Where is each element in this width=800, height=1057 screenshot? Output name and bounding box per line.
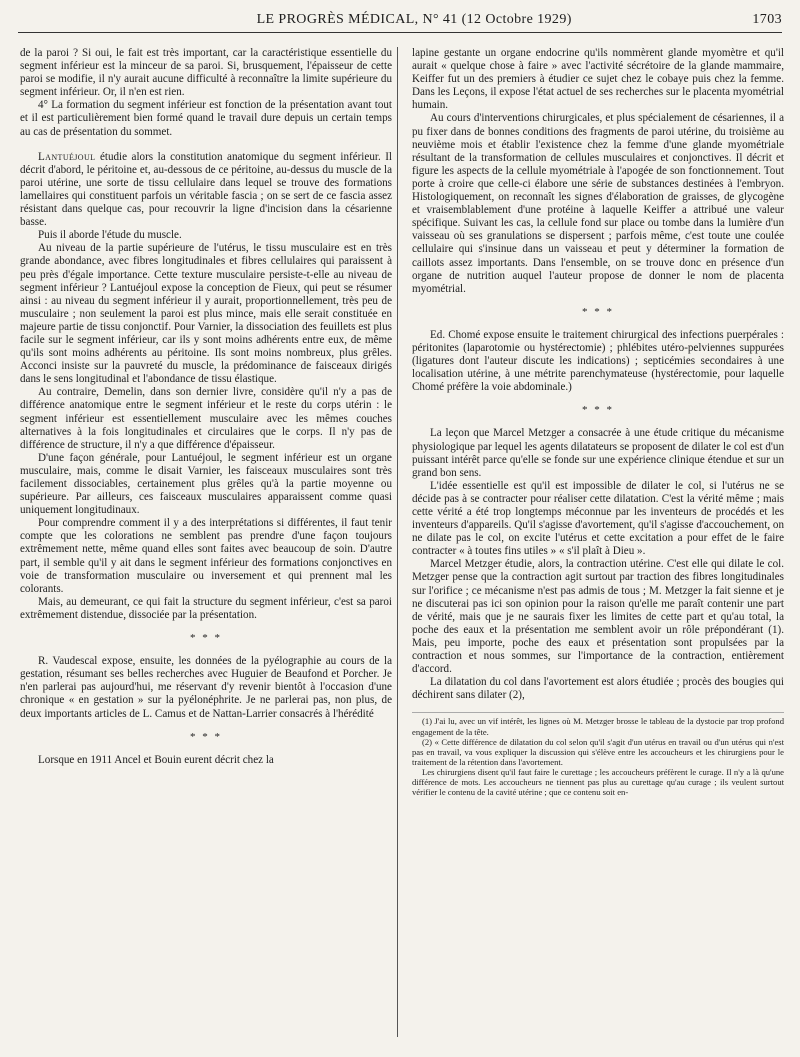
paragraph: 4° La formation du segment inférieur est fonction de la présentation avant tout et il est particulièrement bien formé quand le travail dure depuis un certain temps au cas de présentation du sommet. xyxy=(20,99,392,138)
paragraph: Au contraire, Demelin, dans son dernier livre, considère qu'il n'y a pas de différence anatomique entre le segment inférieur et le reste du corps utérin : le segment inférieur est essentiellement musculaire avec les mêmes couches alternatives à la fois longitudinales et circulaires que le corps. Il n'y pas de différence de structure, il n'y a que différence d'épaisseur. xyxy=(20,386,392,451)
paragraph: R. Vaudescal expose, ensuite, les données de la pyélographie au cours de la gestation, résumant ses belles recherches avec Huguier de Beaufond et Porcher. Je n'en parlerai pas aujourd'hui, me réservant d'y revenir bientôt à l'occasion d'une chronique « en gestation » sur la pyélonéphrite. Je ne parlerai pas, non plus, de deux importants articles de L. Camus et de Nattan-Larrier consacrés à l'hérédité xyxy=(20,655,392,720)
page-number: 1703 xyxy=(752,12,782,27)
left-column xyxy=(20,47,392,767)
paragraph: Au cours d'interventions chirurgicales, et plus spécialement de césariennes, il a pu fixer dans de bonnes conditions des fragments de paroi utérine, du troisième au neuvième mois et établir l'existence chez la femme d'une glande myométriale résultant de la transformation de cellules musculaires et conjonctives. Il décrit et figure les aspects de la cellule myométriale à l'apogée de son fonctionnement. Tout porte à croire que celle-ci élabore une série de substances destinées à l'embryon. Histologiquement, on reconnaît les signes d'élaboration de graisses, de glycogène et vraisemblablement d'une protéine à laquelle Keiffer a attribué une valeur spécifique. Suivant les cas, la cellule fond sur place ou tombe dans la lumière d'un vaisseau où ses granulations se dispersent ; parfois même, c'est toute une coulée cellulaire qui s'insinue dans un vaisseau et peut y déterminer la formation de caillots assez importants. Dans l'ensemble, on se trouve donc en présence d'un organe de nutrition auquel l'auteur propose de donner le nom de placenta myométrial. xyxy=(412,112,784,295)
paragraph: Ed. Chomé expose ensuite le traitement chirurgical des infections puerpérales : péritonites (laparotomie ou hystérectomie) ; phlébites utéro-pelviennes suppurées (ligatures dont l'auteur discute les indications) ; septicémies secondaires à une localisation utérine, à une métrite parenchymateuse (hystérectomie, pour laquelle Chomé préfère la voie abdominale.) xyxy=(412,328,784,394)
footnotes xyxy=(412,712,784,797)
running-header xyxy=(18,8,782,33)
footnote: (2) « Cette différence de dilatation du col selon qu'il s'agit d'un utérus en travail ou d'un utérus qui n'est pas en travail, va vous expliquer la discussion qui s'élève entre les accoucheurs et les chirurgiens pour le traitement de la rétention dans l'avortement. xyxy=(412,736,784,767)
paragraph: Puis il aborde l'étude du muscle. xyxy=(38,229,182,242)
author-name: Lantuéjoul xyxy=(38,150,96,163)
footnote: (1) J'ai lu, avec un vif intérêt, les lignes où M. Metzger brosse le tableau de la dystocie par trop profond engagement de la tête. xyxy=(412,716,784,737)
paragraph: Pour comprendre comment il y a des interprétations si différentes, il faut tenir compte que les colorations ne semblent pas prendre d'une façon toujours extrêmement nette, même quand elles sont faites avec beaucoup de soin. D'autre part, il semble qu'il y ait dans le segment inférieur des formations conjonctives en voie de transformation musculaire ou inversement et qui prennent mal les colorants. xyxy=(20,517,392,595)
footnote: Les chirurgiens disent qu'il faut faire le curettage ; les accoucheurs préfèrent le curage. Il n'y a là qu'une différence de mots. Les accoucheurs ne tiennent pas plus au curettage qu'au curage ; ils veulent surtout vérifier le contenu de la cavité utérine ; que ce contenu soit en- xyxy=(412,766,784,798)
paragraph: Lorsque en 1911 Ancel et Bouin eurent décrit chez la xyxy=(38,753,274,766)
paragraph: lapine gestante un organe endocrine qu'ils nommèrent glande myomètre et qu'il aurait « quelque chose à faire » avec l'activité sécrétoire de la glande mammaire, Keiffer fut un des premiers à étudier ce sujet chez le cobaye puis chez la femme. Dans les Leçons, il expose l'état actuel de ses recherches sur le placenta myométrial humain. xyxy=(412,47,784,112)
paragraph: La leçon que Marcel Metzger a consacrée à une étude critique du mécanisme physiologique par lequel les agents dilatateurs se proposent de dilater le col est d'un puissant intérêt parce qu'elle se fonde sur une expérience clinique étendue et sur un grand bon sens. xyxy=(412,427,784,479)
journal-title: LE PROGRÈS MÉDICAL, N° 41 (12 Octobre 1929) xyxy=(256,12,572,27)
paragraph: D'une façon générale, pour Lantuéjoul, le segment inférieur est un organe musculaire, mais, comme le disait Varnier, les faisceaux musculaires sont très facilement dissociables, certainement plus grêles qu'à la partie moyenne ou supérieure. Par ailleurs, ces faisceaux musculaires apparaissent comme quasi uniquement longitudinaux. xyxy=(20,451,392,517)
column-divider xyxy=(397,47,398,1037)
right-column xyxy=(412,47,784,797)
section-separator: * * * xyxy=(582,404,614,417)
paragraph: Au niveau de la partie supérieure de l'utérus, le tissu musculaire est en très grande abondance, avec fibres longitudinales et fibres cellulaires qui paraissent à peu près d'égale importance. Cette texture musculaire persiste-t-elle au niveau de segment inférieur ? Lantuéjoul expose la conception de Fieux, qui peut se résumer ainsi : au niveau du segment inférieur il y aurait, proportionnellement, très peu de musculaire ; non seulement la paroi est plus mince, mais elle serait constituée en majeure partie de tissu conjonctif. Pour Varnier, la dissociation des feuillets est plus facile sur le segment inférieur, car ils y sont moins adhérents entre eux, de même qu'ils sont moins adhérents au péritoine. Ils sont moins nombreux, plus grêles. Acconci insiste sur la pauvreté du muscle, la prédominance de faisceaux dirigés dans le sens longitudinal et l'abondance de tissu élastique. xyxy=(20,242,392,386)
section-separator: * * * xyxy=(190,730,222,743)
paragraph: La dilatation du col dans l'avortement est alors étudiée ; procès des bougies qui déchirent sans dilater (2), xyxy=(412,676,784,702)
section-separator: * * * xyxy=(190,632,222,645)
section-separator: * * * xyxy=(582,305,614,318)
paragraph: Mais, au demeurant, ce qui fait la structure du segment inférieur, c'est sa paroi extrêmement distendue, dissociée par la présentation. xyxy=(20,595,392,621)
paragraph: Marcel Metzger étudie, alors, la contraction utérine. C'est elle qui dilate le col. Metzger pense que la contraction agit surtout par traction des fibres longitudinales sur l'orifice ; ce mécanisme n'est pas admis de tous ; M. Metzger la fait sienne et je ne discuterai pas ici son opinion pour la raison qu'elle me paraît contenir une part de vérité, mais que je ne saurais fixer les limites de cette part et qu'au total, la poche des eaux et la présentation me semblent avoir un rôle prépondérant (1). Mais, peu importe, poche des eaux et présentation sont propulsées par la contraction et nous sommes, sur l'importance de la contraction, entièrement d'accord. xyxy=(412,558,784,676)
paragraph: Lantuéjoul étudie alors la constitution anatomique du segment inférieur. Il décrit d'abord, le péritoine et, au-dessous de ce péritoine, au-dessus du muscle de la paroi utérine, une sorte de tissu cellulaire dans lequel se trouve des formations lamellaires qui constituent parfois un véritable fascia ; on se sert de ce fascia assez résistant dans quelque cas, pour recouvrir la ligne d'incision dans la césarienne basse. xyxy=(20,150,392,229)
paragraph: de la paroi ? Si oui, le fait est très important, car la caractéristique essentielle du segment inférieur est la minceur de sa paroi. Si, brusquement, l'épaisseur de cette paroi se modifie, il n'y aurait aucune difficulté à reconnaître la limite supérieure du segment inférieur. Or, il n'en est rien. xyxy=(20,47,392,99)
paragraph: L'idée essentielle est qu'il est impossible de dilater le col, si l'utérus ne se décide pas à se contracter pour réaliser cette dilatation. C'est la vérité même ; mais cette vérité a été trop longtemps méconnue par les inventeurs de procédés et les inventeurs d'appareils. Qu'il s'agisse d'avortement, qu'il s'agisse d'accouchement, on ne dilate pas le col, on excite l'utérus et cette excitation a pour effet de le faire contracter « à toutes fins utiles » « s'il plaît à Dieu ». xyxy=(412,479,784,558)
